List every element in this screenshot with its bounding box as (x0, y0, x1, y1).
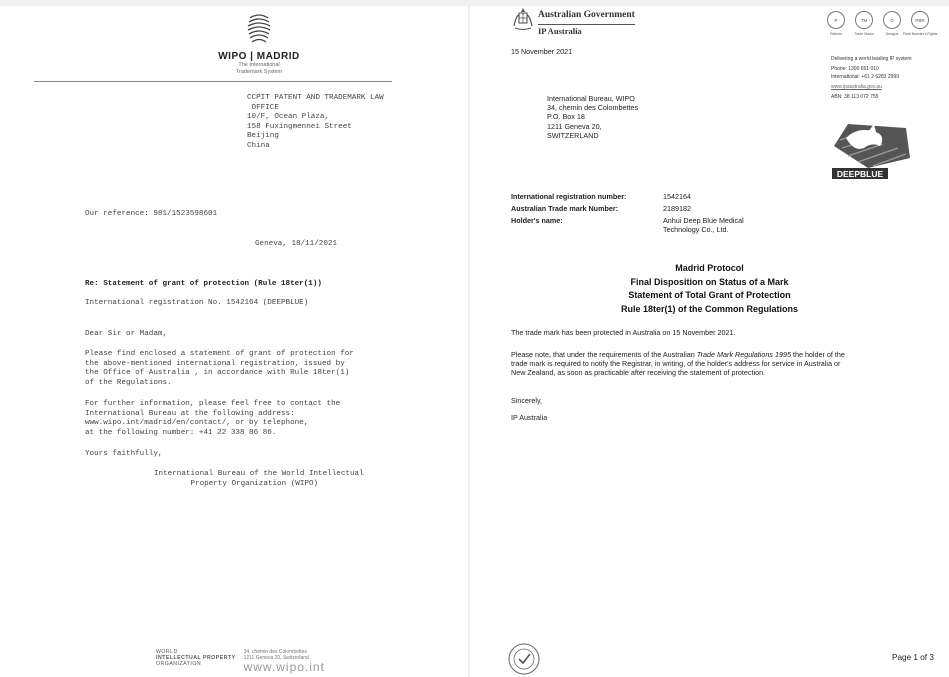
wipo-logo (214, 8, 304, 75)
ipa-statement-page (470, 6, 949, 677)
recipient-address (247, 94, 384, 152)
dolphin-mark-icon (828, 118, 912, 180)
wipo-footer (156, 650, 325, 673)
coat-of-arms-icon (512, 6, 534, 32)
field-row (511, 216, 811, 234)
trade-marks-icon (853, 11, 875, 36)
field-row (511, 204, 811, 216)
para-line: Please find enclosed a statement of grant of protection for (85, 350, 354, 358)
closing: Yours faithfully, (85, 450, 163, 458)
contact-tagline: Delivering a world leading IP system (831, 56, 912, 62)
australian-government-logo (512, 6, 635, 36)
field-label: Holder's name: (511, 216, 563, 225)
address-line: P.O. Box 18 (547, 112, 585, 122)
footer-org-line: INTELLECTUAL PROPERTY (156, 654, 236, 661)
address-line: 1211 Geneva 20, (547, 121, 602, 131)
notice-text: the holder of the (790, 350, 845, 359)
recipient-line: OFFICE (247, 103, 279, 112)
address-line: 34, chemin des Colombettes (547, 103, 639, 113)
statement-date: 15 November 2021 (511, 47, 573, 56)
salutation: Dear Sir or Madam, (85, 330, 168, 338)
subject-line: Re: Statement of grant of protection (Rule 18ter(1)) (85, 280, 322, 288)
contact-website[interactable]: www.ipaustralia.gov.au (831, 84, 882, 91)
wipo-brand: WIPO | MADRID (218, 51, 300, 62)
footer-url[interactable]: www.wipo.int (243, 660, 325, 675)
icon-glyph: TM (855, 11, 873, 29)
icon-label: Patents (830, 32, 842, 36)
icon-glyph: P (827, 11, 845, 29)
heading-line: Rule 18ter(1) of the Common Regulations (620, 303, 799, 314)
contact-phone: Phone: 1300 651 010 (831, 66, 879, 73)
footer-org-line: ORGANIZATION (156, 660, 202, 667)
para-line: www.wipo.int/madrid/en/contact/, or by telephone, (85, 419, 309, 428)
heading-line: Madrid Protocol (675, 263, 744, 273)
signature-block (154, 470, 364, 489)
wipo-emblem-icon (244, 8, 274, 44)
gov-subtitle: IP Australia (538, 24, 635, 36)
para-line: For further information, please feel free to contact the (85, 400, 341, 408)
page-number: Page 1 of 3 (892, 653, 934, 662)
signatory: IP Australia (511, 413, 548, 422)
plant-breeders-rights-icon (902, 11, 938, 36)
icon-label: Designs (885, 32, 899, 36)
recipient-line: China (247, 141, 270, 150)
heading-line: Statement of Total Grant of Protection (628, 290, 791, 301)
protection-statement: The trade mark has been protected in Australia on 15 November 2021. (511, 328, 736, 337)
ip-rights-icons (825, 11, 938, 36)
holder-name (663, 216, 744, 234)
field-value: 2189182 (663, 204, 691, 213)
recipient-line: 10/F, Ocean Plaza, (247, 113, 330, 122)
para-line: the Office of Australia , in accordance with Rule 18ter(1) (85, 369, 350, 378)
header-rule (34, 81, 392, 82)
field-label: International registration number: (511, 192, 627, 201)
recipient-line: Beijing (247, 132, 279, 141)
contact-abn: ABN: 38 113 072 755 (831, 93, 879, 100)
address-line: SWITZERLAND (547, 130, 599, 140)
footer-contact (244, 650, 325, 673)
wipo-subtitle-2: Trademark System (235, 68, 283, 75)
sincerely: Sincerely, (511, 396, 543, 405)
notice-line-1 (511, 350, 941, 359)
place-date: Geneva, 18/11/2021 (255, 240, 338, 248)
paragraph-1 (85, 350, 354, 388)
para-line: of the Regulations. (85, 378, 172, 387)
contact-international: International: +61 2 6283 2999 (831, 73, 899, 80)
notice-line-3: New Zealand, as soon as practicable after receiving the statement of protection. (511, 368, 766, 378)
gov-title: Australian Government (538, 10, 635, 20)
notice-paragraph (511, 350, 941, 378)
para-line: the above-mentioned international registration, issued by (85, 359, 345, 368)
field-label: Australian Trade mark Number: (511, 204, 619, 213)
notice-text: Please note, that under the requirements of the Australian (511, 350, 697, 359)
icon-glyph: PBR (911, 11, 929, 29)
heading-line: Final Disposition on Status of a Mark (630, 276, 789, 287)
para-line: International Bureau at the following address: (85, 409, 295, 418)
holder-line: Anhui Deep Blue Medical (663, 216, 744, 225)
icon-label: Plant Breeder's Rights (902, 32, 938, 36)
statement-heading (470, 262, 949, 316)
address-line: International Bureau, WIPO (547, 94, 635, 103)
recipient-address (547, 94, 638, 140)
footer-address-line: 34, chemin des Colombettes (243, 649, 307, 655)
footer-org (156, 650, 236, 667)
registration-details (511, 192, 811, 234)
notice-line-2: trade mark is required to notify the Registrar, in writing, of the holder's address for service in Australia or (511, 359, 841, 369)
holder-line: Technology Co., Ltd. (663, 225, 729, 235)
intl-registration: International registration No. 1542164 (DEEPBLUE) (85, 299, 309, 307)
icon-glyph: D (883, 11, 901, 29)
certification-seal-icon (507, 642, 541, 677)
footer-org-line: WORLD (156, 649, 178, 655)
our-reference: Our reference: 981/1523598601 (85, 210, 218, 218)
ipa-contact (831, 56, 912, 101)
signature-line: Property Organization (WIPO) (154, 479, 319, 488)
designs-icon (881, 11, 903, 36)
mark-text: DEEPBLUE (836, 169, 884, 179)
paragraph-2 (85, 400, 340, 438)
deepblue-trademark-image (828, 118, 912, 180)
signature-line: International Bureau of the World Intellectual (154, 470, 364, 478)
regulation-title: Trade Mark Regulations 1995 (696, 350, 791, 359)
recipient-line: CCPIT PATENT AND TRADEMARK LAW (247, 94, 384, 102)
recipient-line: 158 Fuxingmennei Street (247, 122, 352, 131)
footer-address-line: 1211 Geneva 20, Switzerland (243, 654, 309, 661)
icon-label: Trade Marks (854, 32, 874, 36)
patents-icon (825, 11, 847, 36)
wipo-subtitle-1: The International (238, 62, 280, 68)
para-line: at the following number: +41 22 338 86 86. (85, 428, 277, 437)
field-value: 1542164 (663, 192, 691, 201)
field-row (511, 192, 811, 204)
wipo-letter-page (0, 6, 468, 677)
